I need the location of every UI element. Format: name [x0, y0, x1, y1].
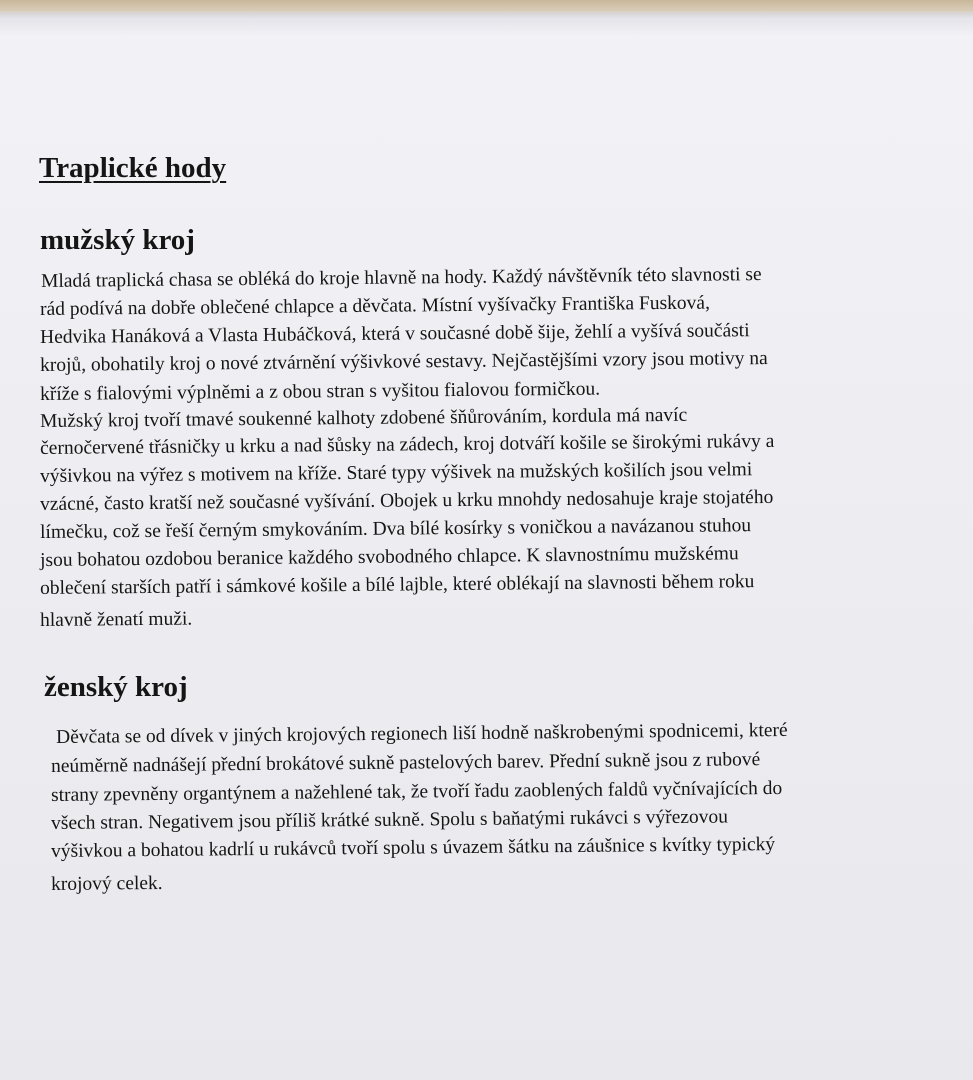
text-line: Hedvika Hanáková a Vlasta Hubáčková, která v současné době šije, žehlí a vyšívá součásti: [39, 320, 750, 348]
paper-shadow: [0, 12, 973, 36]
text-line: jsou bohatou ozdobou beranice každého svobodného chlapce. K slavnostnímu mužskému: [39, 543, 739, 571]
text-line: hlavně ženatí muži.: [39, 608, 193, 631]
text-line: krojový celek.: [50, 872, 163, 895]
document-title: Traplické hody: [39, 152, 227, 184]
text-line: strany zpevněny organtýnem a nažehlené tak, že tvoří řadu zaoblených faldů vyčnívajících do: [50, 777, 783, 806]
text-line: vzácné, často kratší než současné vyšívání. Obojek u krku mnohdy nedosahuje kraje stojatého: [39, 486, 774, 515]
section-heading-women: ženský kroj: [44, 671, 188, 703]
text-line: Děvčata se od dívek v jiných krojových regionech liší hodně naškrobenými spodnicemi, které: [55, 719, 788, 748]
text-line: všech stran. Negativem jsou příliš krátké sukně. Spolu s baňatými rukávci s výřezovou: [50, 806, 729, 834]
section-heading-men: mužský kroj: [40, 224, 195, 256]
text-line: kříže s fialovými výplněmi a z obou stran s vyšitou fialovou formičkou.: [39, 378, 601, 405]
text-line: výšivkou na výřez s motivem na kříže. Staré typy výšivek na mužských košilích jsou velmi: [39, 459, 753, 487]
text-line: límečku, což se řeší černým smykováním. Dva bílé kosírky s voničkou a navázanou stuhou: [39, 515, 752, 543]
text-line: výšivkou a bohatou kadrlí u rukávců tvoří spolu s úvazem šátku na záušnice s kvítky typický: [50, 834, 776, 862]
text-line: neúměrně nadnášejí přední brokátové sukně pastelových barev. Přední sukně jsou z rubové: [50, 749, 761, 777]
text-line: oblečení starších patří i sámkové košile a bílé lajble, které oblékají na slavnosti během roku: [39, 571, 755, 599]
text-line: Mužský kroj tvoří tmavé soukenné kalhoty zdobené šňůrováním, kordula má navíc: [39, 404, 688, 432]
text-line: černočervené třásničky u krku a nad šůsky na zádech, kroj dotváří košile se širokými rukávy a: [39, 430, 775, 459]
text-line: Mladá traplická chasa se obléká do kroje hlavně na hody. Každý návštěvník této slavnosti se: [40, 264, 762, 292]
text-line: krojů, obohatily kroj o nové ztvárnění výšivkové sestavy. Nejčastějšími vzory jsou motivy na: [39, 348, 768, 376]
text-line: rád podívá na dobře oblečené chlapce a děvčata. Místní vyšívačky Františka Fusková,: [39, 292, 710, 320]
